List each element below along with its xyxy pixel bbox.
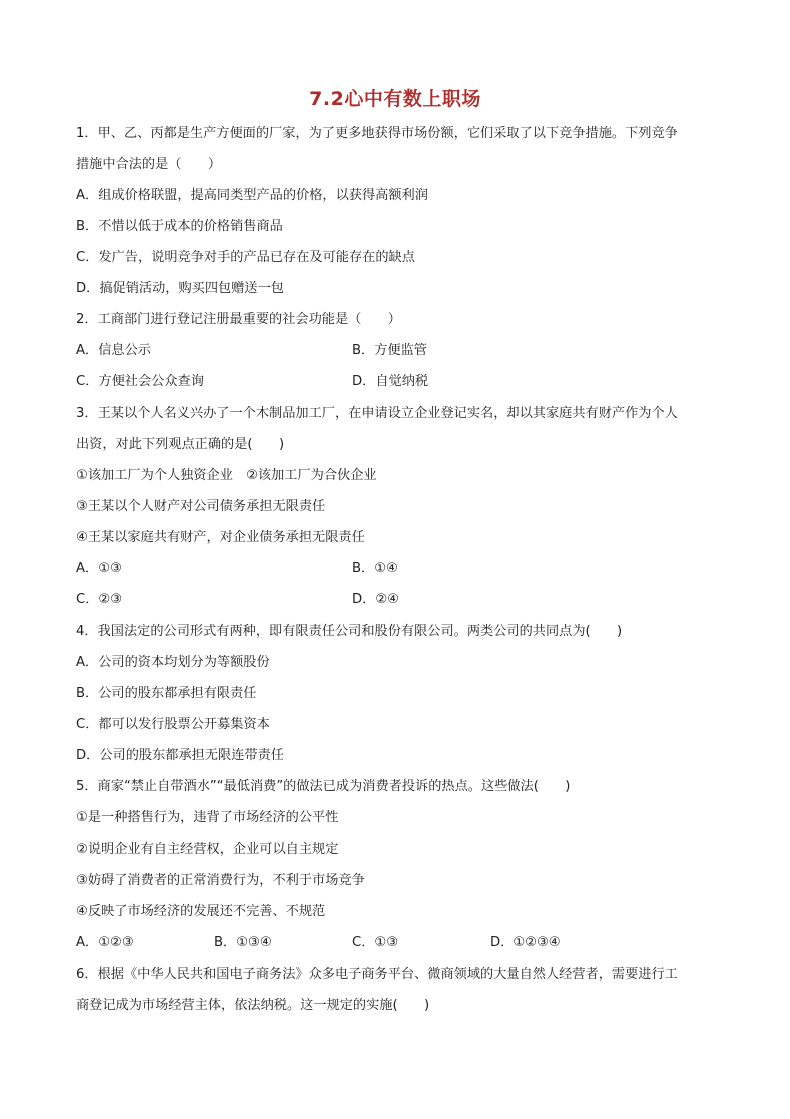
q1-option-c: C．发广告，说明竞争对手的产品已存在及可能存在的缺点 xyxy=(76,250,415,265)
q6-stem-line1: 6．根据《中华人民共和国电子商务法》众多电子商务平台、微商领域的大量自然人经营者，需要进行工 xyxy=(76,967,678,982)
q6-stem-line2: 商登记成为市场经营主体，依法纳税。这一规定的实施( ) xyxy=(76,998,430,1013)
q5-statement-2: ②说明企业有自主经营权，企业可以自主规定 xyxy=(76,842,339,857)
q1-option-b: B．不惜以低于成本的价格销售商品 xyxy=(76,219,283,234)
q2-option-b: B．方便监管 xyxy=(352,343,427,358)
page-title: 7.2心中有数上职场 xyxy=(309,88,481,110)
q1-stem-line2: 措施中合法的是（ ） xyxy=(76,157,222,172)
q5-option-b: B．①③④ xyxy=(214,935,272,950)
q4-option-c: C．都可以发行股票公开募集资本 xyxy=(76,717,270,732)
q5-statement-1: ①是一种搭售行为，违背了市场经济的公平性 xyxy=(76,810,339,825)
q3-statement-2: ③王某以个人财产对公司债务承担无限责任 xyxy=(76,499,326,514)
q2-option-d: D．自觉纳税 xyxy=(352,374,429,389)
q3-option-b: B．①④ xyxy=(352,561,398,576)
q3-option-c: C．②③ xyxy=(76,592,123,607)
q5-statement-3: ③妨碍了消费者的正常消费行为，不利于市场竞争 xyxy=(76,873,365,888)
q4-option-a: A．公司的资本均划分为等额股份 xyxy=(76,655,270,670)
q1-option-d: D．搞促销活动，购买四包赠送一包 xyxy=(76,281,284,296)
q5-stem: 5．商家“禁止自带酒水”“最低消费”的做法已成为消费者投诉的热点。这些做法( ) xyxy=(76,779,571,794)
q2-option-a: A．信息公示 xyxy=(76,343,151,358)
q5-option-c: C．①③ xyxy=(352,935,399,950)
q3-statement-1: ①该加工厂为个人独资企业 ②该加工厂为合伙企业 xyxy=(76,468,377,483)
q3-statement-3: ④王某以家庭共有财产，对企业债务承担无限责任 xyxy=(76,530,365,545)
q3-stem-line2: 出资，对此下列观点正确的是( ) xyxy=(76,437,285,452)
q5-option-a: A．①②③ xyxy=(76,935,134,950)
q5-statement-4: ④反映了市场经济的发展还不完善、不规范 xyxy=(76,904,326,919)
q2-stem: 2．工商部门进行登记注册最重要的社会功能是（ ） xyxy=(76,312,401,327)
q3-option-d: D．②④ xyxy=(352,592,399,607)
q3-option-a: A．①③ xyxy=(76,561,122,576)
q1-stem-line1: 1．甲、乙、丙都是生产方便面的厂家，为了更多地获得市场份额，它们采取了以下竞争措施。下列竞争 xyxy=(76,126,678,141)
q5-option-d: D．①②③④ xyxy=(490,935,561,950)
q4-stem: 4．我国法定的公司形式有两种，即有限责任公司和股份有限公司。两类公司的共同点为( ) xyxy=(76,624,623,639)
q1-option-a: A．组成价格联盟，提高同类型产品的价格，以获得高额利润 xyxy=(76,188,428,203)
q2-option-c: C．方便社会公众查询 xyxy=(76,374,204,389)
q4-option-d: D．公司的股东都承担无限连带责任 xyxy=(76,748,284,763)
q4-option-b: B．公司的股东都承担有限责任 xyxy=(76,686,257,701)
q3-stem-line1: 3．王某以个人名义兴办了一个木制品加工厂，在申请设立企业登记实名，却以其家庭共有财产作为个人 xyxy=(76,406,678,421)
